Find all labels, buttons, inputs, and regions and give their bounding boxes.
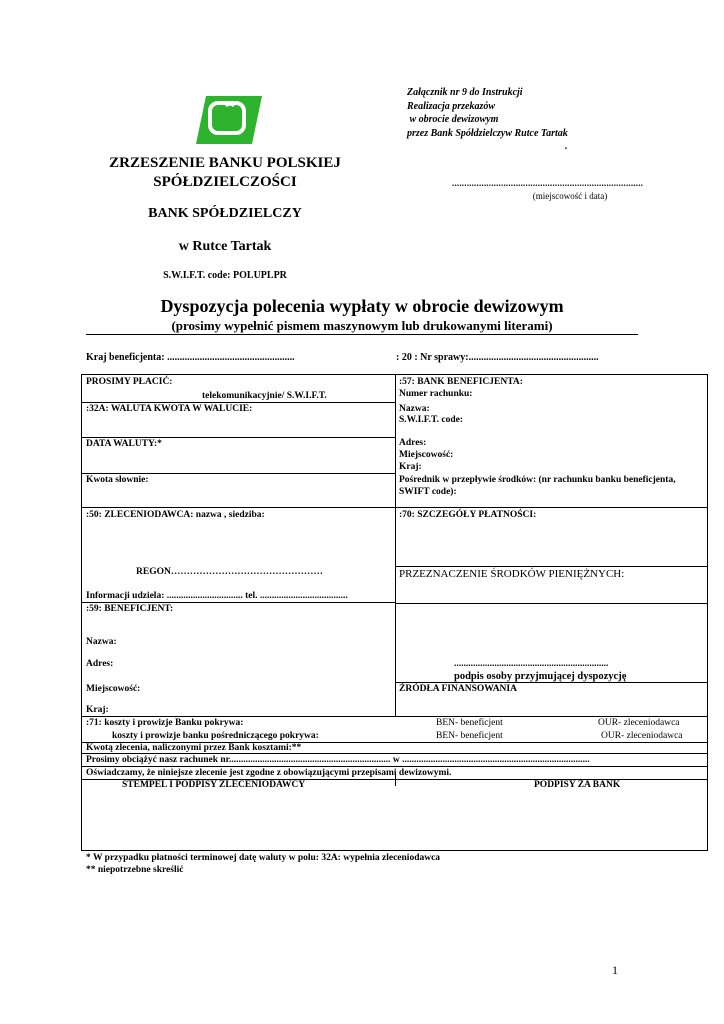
amount-with-costs-label[interactable]: Kwotą zlecenia, naliczonymi przez Bank kosztami:** (86, 743, 302, 753)
row-line (82, 473, 395, 474)
annex-dot: . (565, 141, 568, 152)
bank-country-field[interactable]: Kraj: (399, 462, 422, 472)
bank-swift-field[interactable]: S.W.I.F.T. code: (399, 415, 464, 425)
debit-account-field[interactable]: Prosimy obciążyć nasz rachunek nr.................................................................... w ............................................................................... (86, 755, 590, 765)
beneficiary-city-field[interactable]: Miejscowość: (86, 684, 141, 694)
form-title: Dyspozycja polecenia wypłaty w obrocie dewizowym (160, 296, 564, 316)
intermediary-label-1: Pośrednik w przepływie środków: (nr rachunku banku beneficjenta, (399, 475, 676, 485)
pay-label: PROSIMY PŁACIĆ: (86, 377, 173, 387)
annex-line-3: w obrocie dewizowym (407, 114, 499, 125)
amount-words-label: Kwota słownie: (86, 475, 149, 485)
intermediary-label-2: SWIFT code): (399, 487, 457, 497)
bank-name-field[interactable]: Nazwa: (399, 404, 430, 414)
bank-association (90, 154, 360, 192)
bank-signatures-label: PODPISY ZA BANK (534, 780, 621, 790)
column-divider (395, 375, 396, 716)
value-date-label: DATA WALUTY:* (86, 439, 162, 449)
beneficiary-address-field[interactable]: Adres: (86, 659, 114, 669)
bank-association-line-1: ZRZESZENIE BANKU POLSKIEJ (109, 155, 341, 171)
bank-logo-icon (196, 96, 262, 144)
client-stamp-label: STEMPEL I PODPISY ZLECENIODAWCY (122, 780, 306, 790)
place-date-caption: (miejscowość i data) (532, 191, 608, 201)
annex-line-4: przez Bank Spółdzielczyw Rutce Tartak (407, 127, 568, 139)
form-subtitle: (prosimy wypełnić pismem maszynowym lub drukowanymi literami) (171, 318, 553, 333)
annex-line-1: Załącznik nr 9 do Instrukcji (407, 87, 523, 98)
footnote-2: ** niepotrzebne skreślić (86, 865, 184, 875)
row-line (395, 603, 707, 604)
payment-details-label: :70: SZCZEGÓŁY PŁATNOŚCI: (399, 510, 537, 520)
beneficiary-country-field[interactable]: Kraj beneficjenta: ................................................... (86, 352, 295, 363)
footnote-1: * W przypadku płatności terminowej datę waluty w polu: 32A: wypełnia zleceniodawca (86, 853, 441, 863)
row-line (82, 716, 707, 717)
beneficiary-name-field[interactable]: Nazwa: (86, 637, 117, 647)
bank-association-line-2: SPÓŁDZIELCZOŚCI (153, 174, 297, 190)
costs-ben-option-2[interactable]: BEN- beneficjent (436, 731, 503, 741)
bank-swift: S.W.I.F.T. code: POLUPLPR (163, 270, 287, 281)
signature-line[interactable]: ................................................................. (454, 659, 609, 669)
bank-name: BANK SPÓŁDZIELCZY (148, 206, 302, 221)
row-line (82, 507, 707, 508)
bank-location: w Rutce Tartak (178, 239, 272, 254)
title-divider (86, 334, 638, 335)
row-line (82, 437, 395, 438)
case-number-field[interactable]: : 20 : Nr sprawy:.................................................... (396, 352, 599, 363)
costs-our-option-1[interactable]: OUR- zleceniodawca (598, 718, 680, 728)
contact-info-field[interactable]: Informacji udziela: ................................ tel. ..................................... (86, 591, 348, 601)
costs-our-option-2[interactable]: OUR- zleceniodawca (601, 731, 683, 741)
pay-method-option[interactable]: telekomunikacyjnie/ S.W.I.F.T. (202, 391, 327, 401)
funding-sources-label: ŹRÓDŁA FINANSOWANIA (399, 684, 517, 694)
page-number: 1 (612, 963, 618, 977)
declaration-text: Oświadczamy, że niniejsze zlecenie jest zgodne z obowiązującymi przepisami dewizowymi. (86, 768, 452, 778)
bank-city-field[interactable]: Miejscowość: (399, 450, 454, 460)
costs-ben-option-1[interactable]: BEN- beneficjent (436, 718, 503, 728)
ordering-party-label: :50: ZLECENIODAWCA: nazwa , siedziba: (86, 510, 265, 520)
signature-caption: podpis osoby przyjmującej dyspozycję (454, 671, 627, 682)
funds-purpose-label: PRZEZNACZENIE ŚRODKÓW PIENIĘŻNYCH: (399, 568, 625, 580)
beneficiary-bank-label: :57: BANK BENEFICJENTA: (399, 377, 523, 387)
row-line (395, 566, 707, 567)
beneficiary-label: :59: BENEFICJENT: (86, 604, 174, 614)
currency-amount-label: :32A: WALUTA KWOTA W WALUCIE: (86, 404, 253, 414)
beneficiary-country-cell[interactable]: Kraj: (86, 705, 109, 715)
account-number-field[interactable]: Numer rachunku: (399, 389, 473, 399)
place-date-field[interactable]: .............................................................................. (452, 178, 644, 188)
form-table (81, 374, 708, 851)
costs-bank-label: :71: koszty i prowizje Banku pokrywa: (86, 718, 244, 728)
annex-note (407, 86, 568, 154)
annex-line-2: Realizacja przekazów (407, 100, 496, 112)
bank-address-field[interactable]: Adres: (399, 438, 427, 448)
regon-field[interactable]: REGON………………………………………… (136, 567, 323, 577)
costs-intermediary-label: koszty i prowizje banku pośredniczącego pokrywa: (112, 731, 319, 741)
